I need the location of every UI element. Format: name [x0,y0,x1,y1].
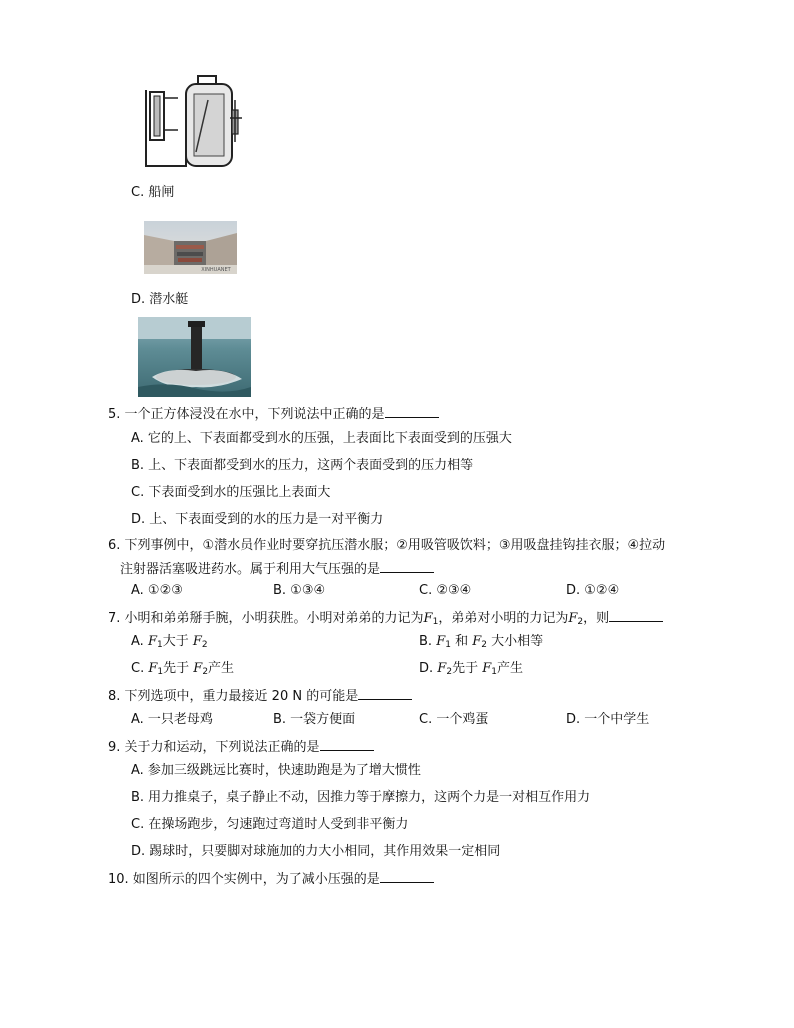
q5-option-d: D. 上、下表面受到的水的压力是一对平衡力 [131,512,384,527]
subscript: 1 [491,667,497,677]
option-letter: D. [419,661,434,676]
answer-blank[interactable] [380,870,434,883]
q9-option-d: D. 踢球时，只要脚对球施加的力大小相同，其作用效果一定相同 [131,844,501,859]
option-text: 产生 [496,661,523,676]
q7-stem-pre: 7. 小明和弟弟掰手腕，小明获胜。小明对弟弟的力记为 [108,611,424,626]
q9-stem [108,738,374,757]
q8-stem [108,687,412,706]
q8-option-c: C. 一个鸡蛋 [419,712,489,727]
option-text: 先于 [163,661,190,676]
ship-lock-photo [144,221,237,274]
option-text: 先于 [452,661,479,676]
force-symbol: F [192,634,202,649]
force-symbol: F [472,634,482,649]
option-letter: B. [419,634,433,649]
lock-valve-diagram [138,70,246,174]
q5-option-b: B. 上、下表面都受到水的压力，这两个表面受到的压力相等 [131,458,474,473]
q8-option-b: B. 一袋方便面 [273,712,356,727]
option-text: 大小相等 [491,634,544,649]
q8-option-a: A. 一只老母鸡 [131,712,213,727]
answer-blank[interactable] [358,687,412,700]
answer-blank[interactable] [380,560,434,573]
q5-stem [108,405,439,424]
q6-option-b: B. ①③④ [273,583,326,598]
option-text: 和 [455,634,469,649]
force-symbol: F [437,661,447,676]
q7-stem-post: ，则 [583,611,610,626]
q7-stem [108,609,663,628]
q10-stem-text: 10. 如图所示的四个实例中，为了减小压强的是 [108,872,380,887]
force-symbol: F [423,611,433,626]
ship-lock-watermark: XINHUANET [201,267,231,273]
q5-stem-text: 5. 一个正方体浸没在水中，下列说法中正确的是 [108,407,385,422]
q5-option-c: C. 下表面受到水的压强比上表面大 [131,485,331,500]
q4-option-c: C. 船闸 [131,185,175,200]
q6-stem-text: 注射器活塞吸进药水。属于利用大气压强的是 [120,562,381,577]
q9-option-b: B. 用力推桌子，桌子静止不动，因推力等于摩擦力，这两个力是一对相互作用力 [131,790,591,805]
q6-option-d: D. ①②④ [566,583,620,598]
q7-option-b [419,633,543,651]
force-symbol: F [436,634,446,649]
q6-stem-line1: 6. 下列事例中，①潜水员作业时要穿抗压潜水服；②用吸管吸饮料；③用吸盘挂钩挂衣服；④拉动 [108,538,666,553]
q8-stem-text: 8. 下列选项中，重力最接近 20 N 的可能是 [108,689,359,704]
force-symbol: F [147,634,157,649]
q9-option-a: A. 参加三级跳远比赛时，快速助跑是为了增大惯性 [131,763,421,778]
subscript: 2 [577,617,584,627]
option-text: 大于 [162,634,189,649]
subscript: 2 [202,667,209,677]
q6-stem-line2 [120,560,434,579]
q6-option-a: A. ①②③ [131,583,183,598]
q4-option-d: D. 潜水艇 [131,292,189,307]
option-letter: A. [131,634,144,649]
q7-option-d [419,660,523,678]
option-letter: C. [131,661,145,676]
q9-option-c: C. 在操场跑步，匀速跑过弯道时人受到非平衡力 [131,817,409,832]
subscript: 2 [201,640,208,650]
subscript: 2 [446,667,453,677]
q9-stem-text: 9. 关于力和运动，下列说法正确的是 [108,740,320,755]
q7-option-a [131,633,208,651]
subscript: 1 [157,667,164,677]
q6-option-c: C. ②③④ [419,583,472,598]
submarine-photo [138,317,251,397]
subscript: 1 [432,617,439,627]
answer-blank[interactable] [609,609,663,622]
q7-option-c [131,660,234,678]
q5-option-a: A. 它的上、下表面都受到水的压强，上表面比下表面受到的压强大 [131,431,512,446]
force-symbol: F [148,661,158,676]
subscript: 1 [156,640,163,650]
q10-stem [108,870,434,889]
subscript: 1 [445,640,451,650]
force-symbol: F [482,661,492,676]
q8-option-d: D. 一个中学生 [566,712,650,727]
option-text: 产生 [208,661,235,676]
force-symbol: F [193,661,203,676]
q7-stem-mid: ，弟弟对小明的力记为 [438,611,569,626]
subscript: 2 [481,640,488,650]
answer-blank[interactable] [320,738,374,751]
answer-blank[interactable] [385,405,439,418]
force-symbol: F [568,611,578,626]
